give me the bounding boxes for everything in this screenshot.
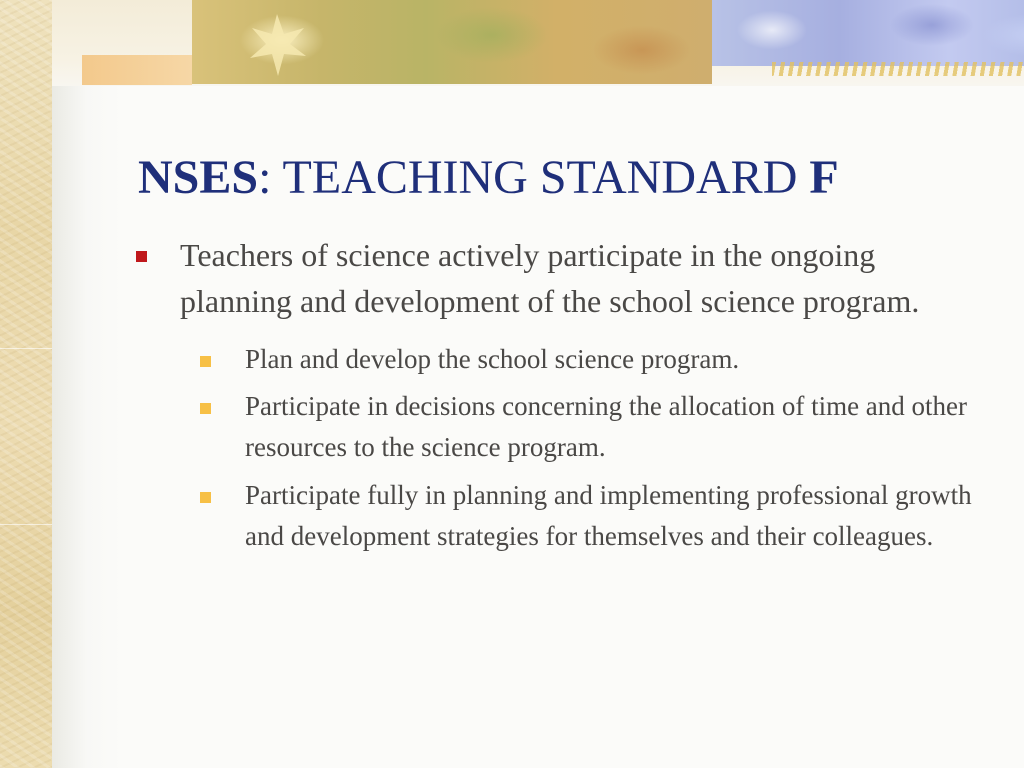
strip-seam (0, 524, 52, 525)
sub-bullet-text: Participate fully in planning and implementing professional growth and development strategies for themselves and their colleagues. (245, 479, 972, 551)
left-decor-strip (0, 0, 52, 768)
bullet-list (128, 232, 978, 563)
strip-seam (0, 348, 52, 349)
sub-bullet-item (128, 475, 978, 558)
sub-bullet-item (128, 339, 978, 380)
top-decor-banner (52, 0, 1024, 86)
title-middle: : TEACHING STANDARD (258, 151, 810, 204)
banner-blue-image (712, 0, 1024, 66)
sub-bullet-item (128, 386, 978, 469)
square-bullet-icon (200, 356, 211, 367)
title-prefix: NSES (138, 151, 259, 204)
sub-bullet-text: Participate in decisions concerning the allocation of time and other resources to the science program. (245, 391, 968, 463)
bullet-text: Teachers of science actively participate in the ongoing planning and development of the school science program. (180, 237, 920, 320)
title-suffix: F (809, 151, 839, 204)
square-bullet-icon (200, 492, 211, 503)
slide-title (0, 150, 1024, 205)
square-bullet-icon (200, 403, 211, 414)
square-bullet-icon (136, 251, 147, 262)
sub-bullet-text: Plan and develop the school science program. (245, 343, 740, 374)
bullet-item (128, 232, 978, 325)
banner-peach-block (82, 55, 192, 85)
leaf-icon (242, 10, 312, 80)
banner-wheat-stripe (772, 62, 1024, 76)
